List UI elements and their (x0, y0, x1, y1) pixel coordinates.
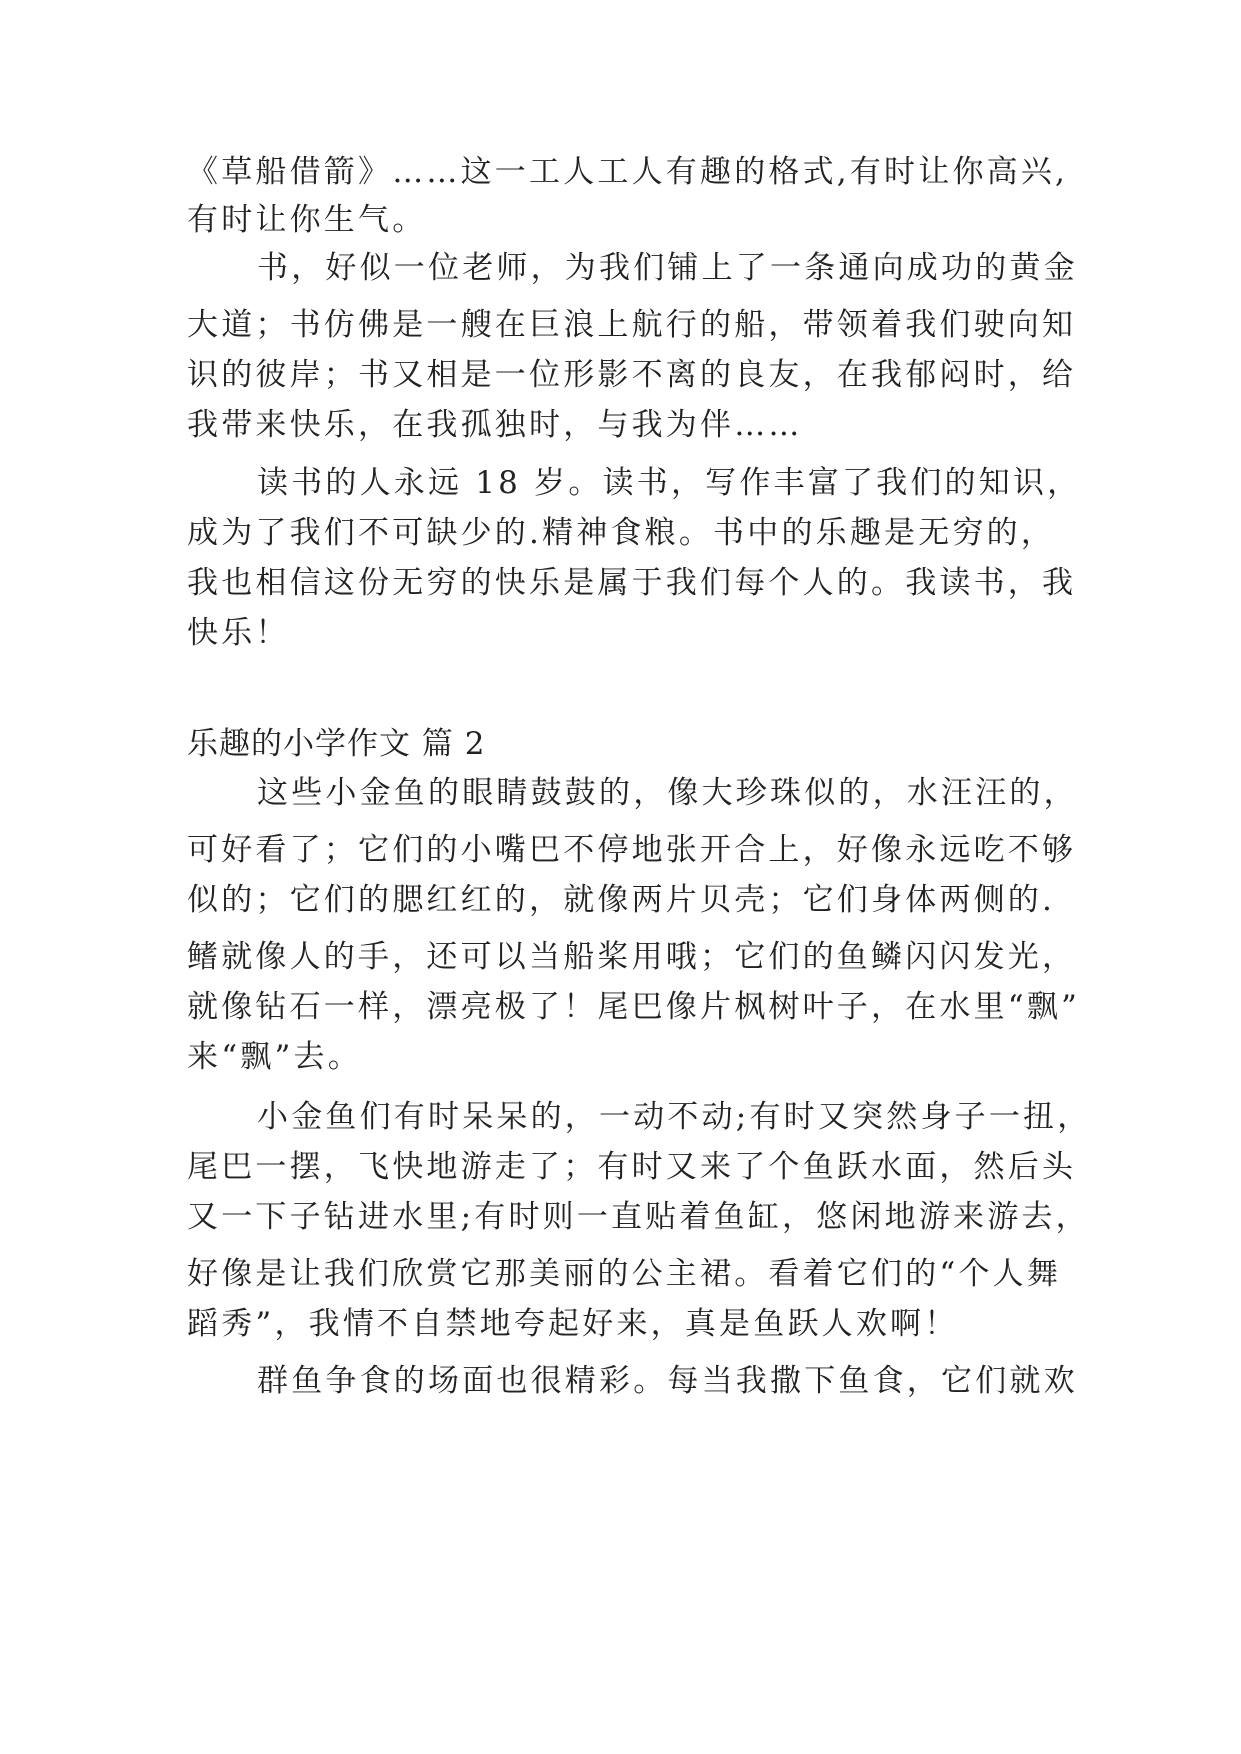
section-heading: 乐趣的小学作文 篇 2 (187, 726, 486, 762)
text-line: 大道；书仿佛是一艘在巨浪上航行的船，带领着我们驶向知 (187, 307, 1077, 343)
text-line: 成为了我们不可缺少的.精神食粮。书中的乐趣是无穷的， (187, 515, 1056, 551)
text-line: 好像是让我们欣赏它那美丽的公主裙。看着它们的“个人舞 (187, 1256, 1062, 1292)
text-line: 又一下子钻进水里;有时则一直贴着鱼缸，悠闲地游来游去， (187, 1199, 1090, 1235)
text-line: 我带来快乐，在我孤独时，与我为伴…… (187, 407, 803, 443)
paragraph-first-line: 小金鱼们有时呆呆的，一动不动;有时又突然身子一扭， (257, 1099, 1092, 1135)
text-line: 识的彼岸；书又相是一位形影不离的良友，在我郁闷时，给 (187, 357, 1077, 393)
text-line: 蹈秀”，我情不自禁地夸起好来，真是鱼跃人欢啊！ (187, 1306, 959, 1342)
text-line: 可好看了；它们的小嘴巴不停地张开合上，好像永远吃不够 (187, 832, 1077, 868)
text-line: 尾巴一摆，飞快地游走了；有时又来了个鱼跃水面，然后头 (187, 1149, 1077, 1185)
text-line: 《草船借箭》……这一工人工人有趣的格式,有时让你高兴, (187, 154, 1069, 190)
text-line: 来“飘”去。 (187, 1039, 362, 1075)
text-line: 似的；它们的腮红红的，就像两片贝壳；它们身体两侧的. (187, 882, 1056, 918)
text-line: 鳍就像人的手，还可以当船桨用哦；它们的鱼鳞闪闪发光， (187, 939, 1077, 975)
text-line: 就像钻石一样，漂亮极了！尾巴像片枫树叶子，在水里“飘” (187, 989, 1081, 1025)
paragraph-first-line: 群鱼争食的场面也很精彩。每当我撒下鱼食，它们就欢 (257, 1363, 1078, 1399)
text-line: 有时让你生气。 (187, 202, 427, 238)
text-line: 我也相信这份无穷的快乐是属于我们每个人的。我读书，我 (187, 565, 1077, 601)
paragraph-first-line: 读书的人永远 18 岁。读书，写作丰富了我们的知识， (257, 465, 1082, 501)
paragraph-first-line: 书，好似一位老师，为我们铺上了一条通向成功的黄金 (257, 250, 1078, 286)
paragraph-first-line: 这些小金鱼的眼睛鼓鼓的，像大珍珠似的，水汪汪的， (257, 775, 1078, 811)
text-line: 快乐！ (187, 615, 290, 651)
